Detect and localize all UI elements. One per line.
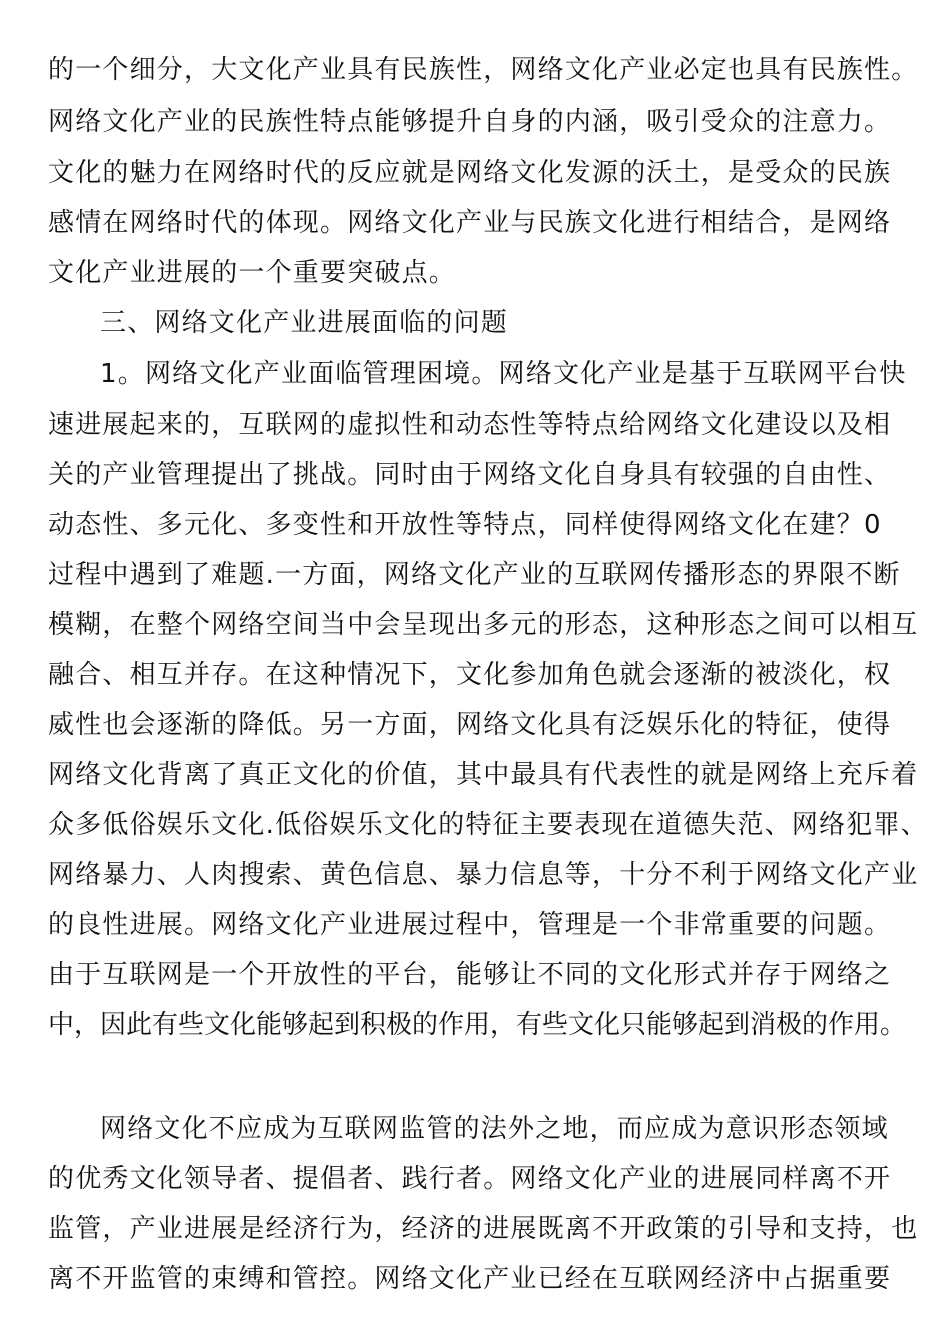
text-line: 融合、相互并存。在这种情况下，文化参加角色就会逐渐的被淡化，权 (48, 660, 892, 690)
text-line: 网络文化产业的民族性特点能够提升自身的内涵，吸引受众的注意力。 (48, 107, 892, 137)
text-line: 的良性进展。网络文化产业进展过程中，管理是一个非常重要的问题。 (48, 910, 892, 940)
text-line: 的一个细分，大文化产业具有民族性，网络文化产业必定也具有民族性。 (48, 55, 919, 85)
text-line: 1。网络文化产业面临管理困境。网络文化产业是基于互联网平台快 (100, 359, 907, 389)
text-line: 的优秀文化领导者、提倡者、践行者。网络文化产业的进展同样离不开 (48, 1164, 892, 1194)
text-line: 由于互联网是一个开放性的平台，能够让不同的文化形式并存于网络之 (48, 960, 892, 990)
text-line: 速进展起来的，互联网的虚拟性和动态性等特点给网络文化建设以及相 (48, 410, 892, 440)
text-line: 网络暴力、人肉搜索、黄色信息、暴力信息等，十分不利于网络文化产业 (48, 860, 919, 890)
text-line: 网络文化不应成为互联网监管的法外之地，而应成为意识形态领域 (100, 1114, 889, 1144)
text-line: 文化产业进展的一个重要突破点。 (48, 258, 457, 288)
text-line: 文化的魅力在网络时代的反应就是网络文化发源的沃土，是受众的民族 (48, 158, 892, 188)
text-line: 模糊，在整个网络空间当中会呈现出多元的形态，这种形态之间可以相互 (48, 610, 919, 640)
text-line: 众多低俗娱乐文化.低俗娱乐文化的特征主要表现在道德失范、网络犯罪、 (48, 810, 928, 840)
text-line: 中，因此有些文化能够起到积极的作用，有些文化只能够起到消极的作用。 (48, 1010, 907, 1040)
text-line: 网络文化背离了真正文化的价值，其中最具有代表性的就是网络上充斥着 (48, 760, 919, 790)
text-line: 动态性、多元化、多变性和开放性等特点，同样使得网络文化在建？0 (48, 510, 882, 540)
text-line: 关的产业管理提出了挑战。同时由于网络文化自身具有较强的自由性、 (48, 460, 892, 490)
text-line: 监管，产业进展是经济行为，经济的进展既离不开政策的引导和支持，也 (48, 1214, 919, 1244)
text-line: 离不开监管的束缚和管控。网络文化产业已经在互联网经济中占据重要 (48, 1264, 892, 1294)
text-line: 感情在网络时代的体现。网络文化产业与民族文化进行相结合，是网络 (48, 208, 892, 238)
section-heading: 三、网络文化产业进展面临的问题 (100, 308, 509, 338)
text-line: 过程中遇到了难题.一方面，网络文化产业的互联网传播形态的界限不断 (48, 560, 901, 590)
text-line: 威性也会逐渐的降低。另一方面，网络文化具有泛娱乐化的特征，使得 (48, 710, 892, 740)
